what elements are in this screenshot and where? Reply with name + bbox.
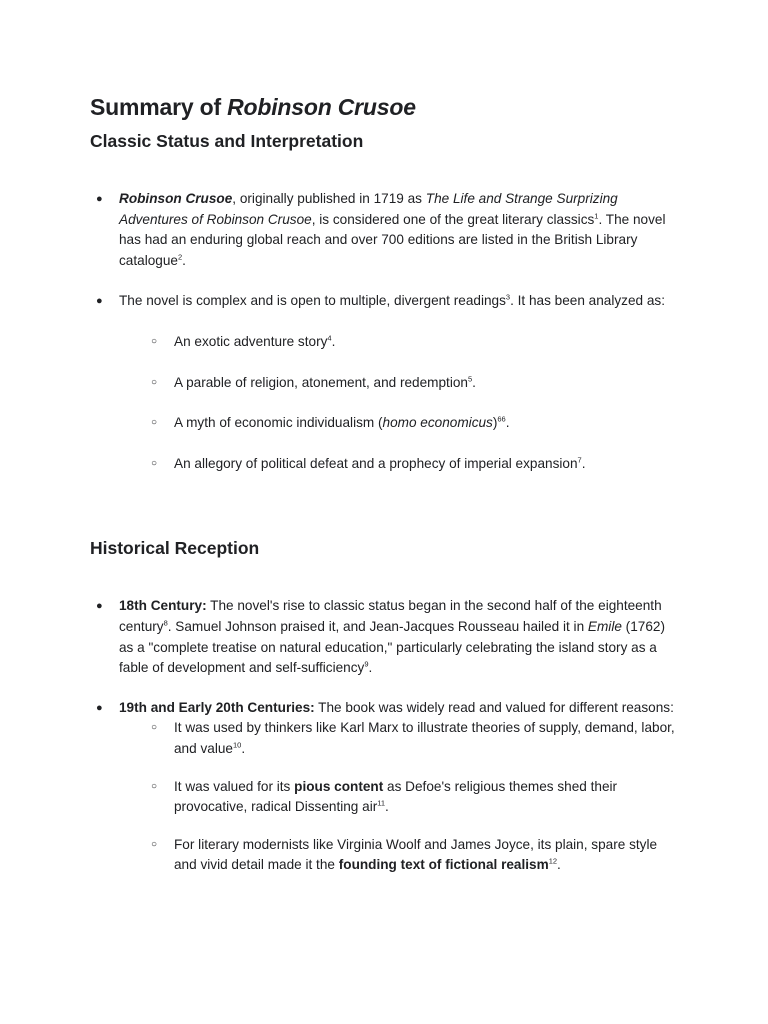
text-run: , is considered one of the great literary classics — [311, 211, 595, 227]
bullet-icon: ● — [96, 600, 103, 613]
circle-bullet-icon: ○ — [151, 335, 158, 347]
bold-text: pious content — [294, 778, 384, 794]
list-item — [90, 698, 678, 876]
circle-bullet-icon: ○ — [151, 417, 158, 429]
bullet-icon: ● — [96, 295, 103, 308]
footnote-ref: 4 — [327, 333, 332, 343]
sub-list-item — [119, 332, 678, 353]
sub-list-item — [119, 373, 678, 394]
historical-reception-list — [90, 596, 678, 876]
footnote-ref: 2 — [177, 252, 183, 262]
text-run: . — [368, 660, 373, 676]
text-run: For literary modernists like Virginia Woolf and James Joyce, its plain, spare style and vivid detail made it the — [174, 836, 658, 873]
text-run: . The novel has had an enduring global reach and over 700 editions are listed in the British Library catalogue — [119, 211, 666, 268]
list-item — [90, 596, 678, 678]
reasons-sublist — [119, 718, 678, 876]
text-run: It was valued for its — [174, 778, 295, 794]
title-prefix: Summary of — [90, 94, 228, 120]
text-run: . — [472, 374, 476, 390]
bold-lead: 19th and Early 20th Centuries: — [119, 699, 315, 715]
bold-italic-text: Robinson Crusoe — [119, 191, 233, 206]
bold-lead: 18th Century: — [119, 598, 207, 614]
text-run: An allegory of political defeat and a prophecy of imperial expansion — [174, 455, 578, 471]
text-run: . — [182, 252, 186, 268]
text-run: . Samuel Johnson praised it, and Jean-Jacques Rousseau hailed it in — [167, 618, 588, 634]
bullet-icon: ● — [96, 701, 103, 714]
footnote-ref: 8 — [163, 618, 168, 628]
document-title — [90, 91, 678, 123]
footnote-ref: 1 — [594, 211, 599, 221]
sub-list-item — [119, 835, 678, 876]
text-run: . — [557, 857, 561, 873]
bold-text: founding text of fictional realism — [338, 857, 549, 873]
footnote-ref: 11 — [377, 798, 386, 808]
text-run: ) — [492, 415, 498, 431]
footnote-ref: 9 — [364, 659, 369, 669]
classic-status-list — [90, 189, 678, 474]
circle-bullet-icon: ○ — [151, 780, 158, 792]
italic-text: homo economicus — [382, 415, 493, 431]
title-book-name: Robinson Crusoe — [227, 94, 416, 120]
list-item — [90, 189, 678, 271]
text-run: It was used by thinkers like Karl Marx to illustrate theories of supply, demand, labor, and value — [174, 720, 675, 756]
italic-text: Emile — [587, 618, 622, 634]
text-run: A myth of economic individualism ( — [174, 415, 383, 431]
text-run: The novel is complex and is open to multiple, divergent readings — [119, 293, 506, 309]
text-run: The book was widely read and valued for different reasons: — [314, 699, 674, 715]
italic-text: The Life and Strange Surprizing Adventures of Robinson Crusoe — [119, 191, 618, 227]
footnote-ref: 7 — [577, 455, 582, 465]
list-item — [90, 291, 678, 474]
bullet-icon: ● — [96, 193, 103, 205]
circle-bullet-icon: ○ — [151, 722, 158, 734]
footnote-ref: 66 — [497, 414, 506, 424]
circle-bullet-icon: ○ — [151, 457, 158, 469]
sub-list-item — [119, 413, 678, 434]
section-heading-historical-reception: Historical Reception — [90, 538, 260, 559]
text-run: . — [385, 799, 389, 815]
sub-list-item — [119, 454, 678, 475]
text-run: as Defoe's religious themes shed their provocative, radical Dissenting air — [174, 778, 618, 815]
text-run: . — [505, 415, 510, 431]
text-run: The novel's rise to classic status began in the second half of the eighteenth century — [119, 598, 662, 634]
circle-bullet-icon: ○ — [151, 838, 158, 850]
section-heading-classic-status: Classic Status and Interpretation — [90, 131, 364, 151]
text-run: . It has been analyzed as: — [510, 293, 665, 309]
footnote-ref: 10 — [232, 740, 242, 750]
text-run: An exotic adventure story — [174, 333, 328, 349]
footnote-ref: 3 — [505, 292, 511, 302]
text-run: , originally published in 1719 as — [232, 191, 426, 206]
sub-list-item — [119, 777, 678, 818]
text-run: . — [241, 740, 246, 756]
footnote-ref: 12 — [548, 856, 558, 866]
footnote-ref: 5 — [467, 374, 473, 384]
readings-sublist — [119, 332, 678, 474]
text-run: A parable of religion, atonement, and redemption — [174, 374, 468, 390]
circle-bullet-icon: ○ — [151, 376, 158, 388]
text-run: . — [581, 455, 586, 471]
text-run: . — [331, 333, 336, 349]
text-run: (1762) as a "complete treatise on natural education," particularly celebrating the island story as a fable of development and self-sufficiency — [119, 618, 665, 676]
sub-list-item — [119, 718, 678, 759]
